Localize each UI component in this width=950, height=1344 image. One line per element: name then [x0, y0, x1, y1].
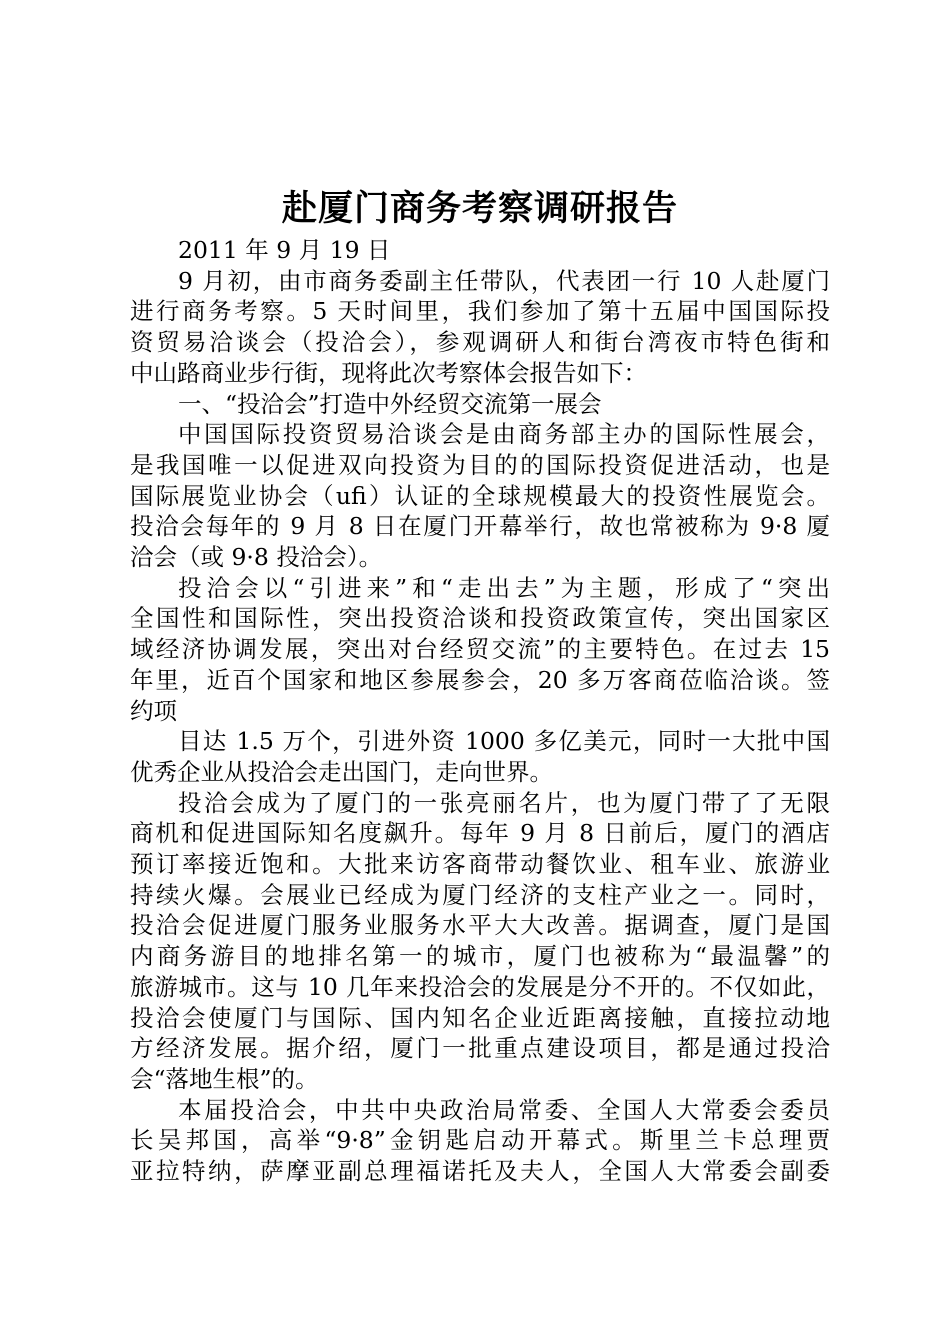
text-line: 进行商务考察。5 天时间里，我们参加了第十五届中国国际投: [130, 297, 830, 326]
text-line: 预订率接近饱和。大批来访客商带动餐饮业、租车业、旅游业: [130, 850, 830, 879]
text-line: 投洽会每年的 9 月 8 日在厦门开幕举行，故也常被称为 9·8 厦: [130, 512, 830, 541]
text-line: 持续火爆。会展业已经成为厦门经济的支柱产业之一。同时，: [130, 880, 830, 909]
text-line: 投洽会成为了厦门的一张亮丽名片，也为厦门带了了无限: [178, 788, 830, 817]
text-line: 洽会（或 9·8 投洽会）。: [130, 543, 383, 572]
text-line: 是我国唯一以促进双向投资为目的的国际投资促进活动，也是: [130, 450, 830, 479]
text-line: 本届投洽会，中共中央政治局常委、全国人大常委会委员: [178, 1095, 830, 1124]
text-line: 中山路商业步行街，现将此次考察体会报告如下：: [130, 358, 647, 387]
text-line: 年里，近百个国家和地区参展参会，20 多万客商莅临洽谈。签: [130, 665, 830, 694]
text-line: 资贸易洽谈会（投洽会），参观调研人和街台湾夜市特色街和: [130, 328, 830, 357]
text-line: 优秀企业从投洽会走出国门，走向世界。: [130, 757, 553, 786]
text-line: 投洽会使厦门与国际、国内知名企业近距离接触，直接拉动地: [130, 1003, 830, 1032]
text-line: 中国国际投资贸易洽谈会是由商务部主办的国际性展会，: [178, 420, 830, 449]
document-page: [130, 183, 830, 1187]
document-title: 赴厦门商务考察调研报告: [281, 188, 678, 229]
text-line: 约项: [130, 696, 177, 725]
text-line: 域经济协调发展，突出对台经贸交流”的主要特色。在过去 15: [130, 635, 830, 664]
text-line: 亚拉特纳，萨摩亚副总理福诺托及夫人，全国人大常委会副委: [130, 1157, 830, 1186]
text-line: 投洽会以“引进来”和“走出去”为主题，形成了“突出: [178, 573, 830, 602]
text-line: 长吴邦国，高举“9·8”金钥匙启动开幕式。斯里兰卡总理贾: [130, 1126, 830, 1155]
text-line: 一、“投洽会”打造中外经贸交流第一展会: [178, 389, 602, 418]
text-line: 国际展览业协会（ufi）认证的全球规模最大的投资性展览会。: [130, 481, 830, 510]
text-line: 商机和促进国际知名度飙升。每年 9 月 8 日前后，厦门的酒店: [130, 819, 830, 848]
document-body: [130, 235, 830, 1187]
text-line: 方经济发展。据介绍，厦门一批重点建设项目，都是通过投洽: [130, 1034, 830, 1063]
text-line: 9 月初，由市商务委副主任带队，代表团一行 10 人赴厦门: [178, 266, 830, 295]
text-line: 投洽会促进厦门服务业服务水平大大改善。据调查，厦门是国: [130, 911, 830, 940]
text-line: 2011 年 9 月 19 日: [178, 236, 391, 264]
text-line: 会“落地生根”的。: [130, 1064, 319, 1093]
text-line: 目达 1.5 万个，引进外资 1000 多亿美元，同时一大批中国: [178, 727, 830, 756]
text-line: 内商务游目的地排名第一的城市，厦门也被称为“最温馨”的: [130, 942, 830, 971]
text-line: 全国性和国际性，突出投资洽谈和投资政策宣传，突出国家区: [130, 604, 830, 633]
text-line: 旅游城市。这与 10 几年来投洽会的发展是分不开的。不仅如此，: [130, 972, 830, 1001]
